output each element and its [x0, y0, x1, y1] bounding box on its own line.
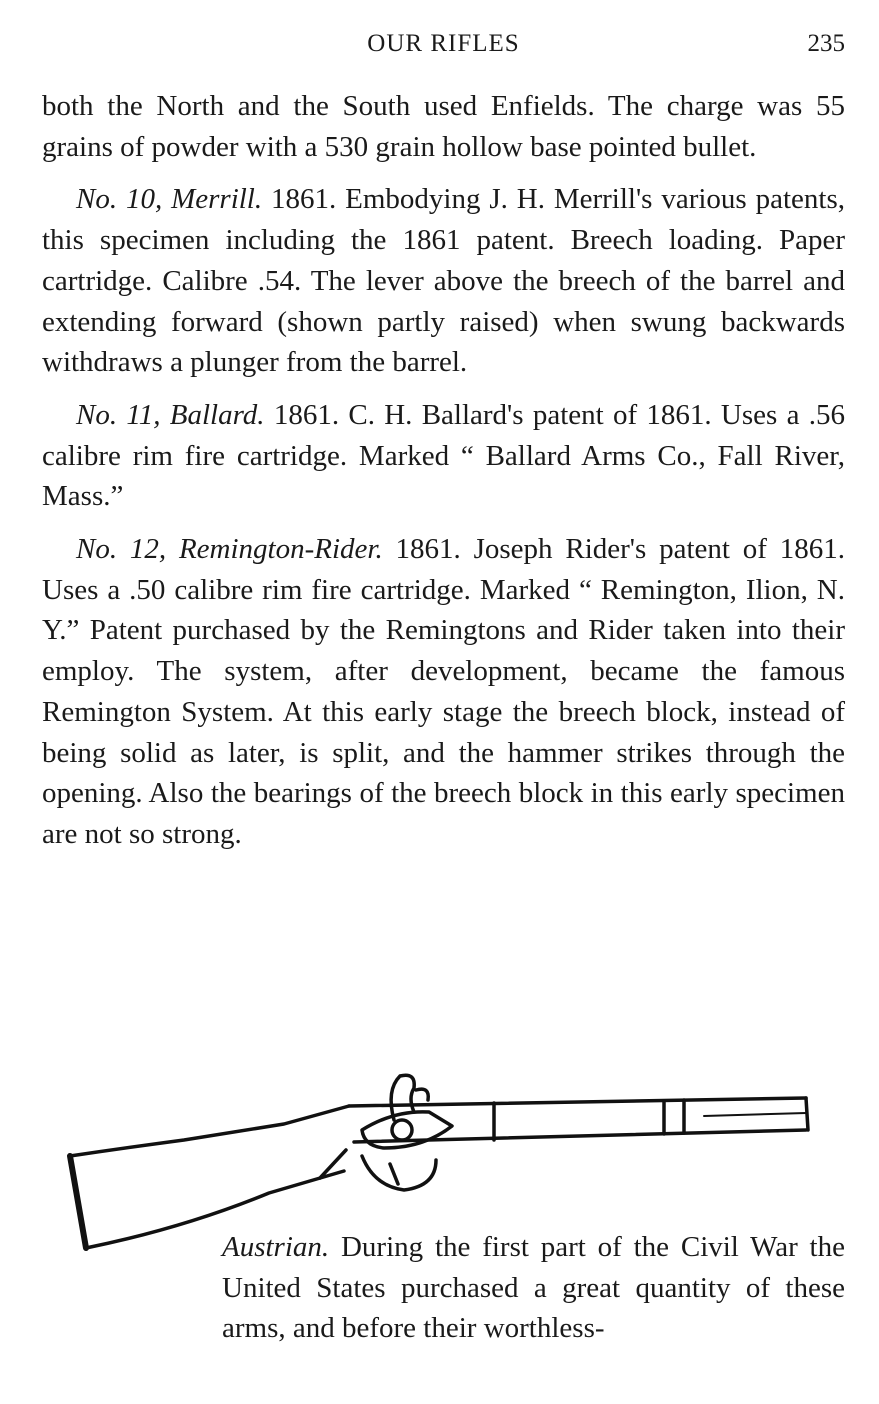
entry-text-merrill: 1861. Embodying J. H. Merrill's various patents, this specimen including the 1861 patent. Breech loading. Paper cartridge. Calibre .54. The lever above the breech of the barrel and extending forward (shown partly raised) when swung backwards withdraws a plunger from the barrel.: [42, 183, 845, 379]
entry-title-ballard: No. 11, Ballard.: [76, 398, 265, 431]
austrian-paragraph-block: [42, 1227, 845, 1349]
paragraph-enfield: both the North and the South used Enfields. The charge was 55 grains of powder with a 530 grain hollow base pointed bullet.: [42, 90, 845, 163]
entry-text-ballard: 1861. C. H. Ballard's patent of 1861. Uses a .56 calibre rim fire cartridge. Marked “ Ballard Arms Co., Fall River, Mass.”: [42, 398, 845, 513]
paragraph-merrill: [42, 179, 845, 383]
entry-title-remington-rider: No. 12, Remington-Rider.: [76, 533, 383, 566]
body-text: [42, 86, 845, 855]
page-header: [42, 30, 845, 64]
entry-text-remington-rider: 1861. Joseph Rider's patent of 1861. Uses a .50 calibre rim fire cartridge. Marked “ Remington, Ilion, N. Y.” Patent purchased by the Remingtons and Rider taken into their employ. The system, after development, became the famous Remington System. At this early stage the breech block, instead of being solid as later, is split, and the hammer strikes through the opening. Also the bearings of the breech block in this early specimen are not so strong.: [42, 533, 845, 850]
running-head: OUR RIFLES: [367, 30, 520, 57]
paragraph-ballard: [42, 395, 845, 517]
paragraph-remington-rider: [42, 529, 845, 855]
entry-text-austrian: During the first part of the Civil War the United States purchased a great quantity of these arms, and before their worthless-: [222, 1231, 845, 1345]
page-number: 235: [807, 30, 845, 57]
paragraph-austrian: [42, 1227, 845, 1349]
entry-title-austrian: Austrian.: [222, 1231, 330, 1263]
entry-title-merrill: No. 10, Merrill.: [76, 183, 263, 216]
